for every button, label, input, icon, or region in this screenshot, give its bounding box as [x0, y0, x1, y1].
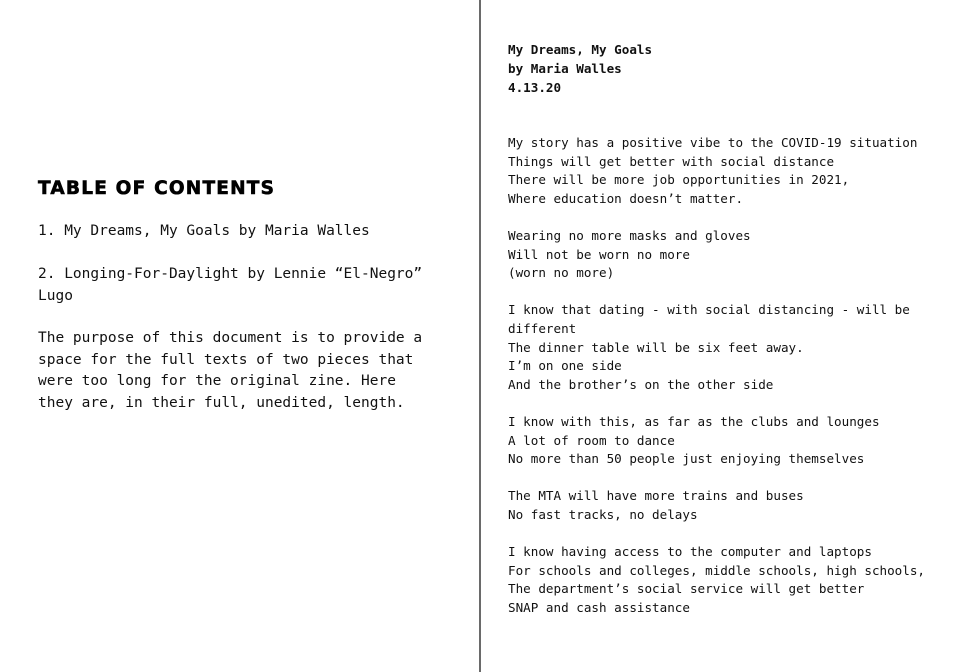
poem-line: The department’s social service will get better — [508, 581, 865, 597]
piece-date: 4.13.20 — [508, 80, 562, 95]
stanza-3 — [508, 301, 948, 394]
poem-line: No fast tracks, no delays — [508, 506, 698, 522]
poem-line: For schools and colleges, middle schools, high schools, — [508, 562, 926, 578]
stanza-5 — [508, 487, 948, 524]
poem-line: No more than 50 people just enjoying themselves — [508, 451, 865, 467]
poem-body — [508, 134, 948, 636]
poem-line: I know with this, as far as the clubs and lounges — [508, 413, 880, 429]
purpose-paragraph: The purpose of this document is to provide a space for the full texts of two pieces that were too long for the original zine. Here they are, in their full, unedited, length. — [38, 330, 423, 411]
toc-entry-2: 2. Longing-For-Daylight by Lennie “El-Negro” Lugo — [38, 266, 423, 304]
toc-heading: TABLE OF CONTENTS — [38, 178, 276, 199]
poem-line: (worn no more) — [508, 265, 615, 281]
piece-header — [508, 40, 652, 97]
poem-line: Will not be worn no more — [508, 246, 690, 262]
right-page — [481, 0, 960, 672]
poem-line: There will be more job opportunities in 2021, — [508, 172, 850, 188]
poem-line: I know having access to the computer and laptops — [508, 544, 872, 560]
poem-line: I’m on one side — [508, 358, 622, 374]
poem-line: The MTA will have more trains and buses — [508, 488, 804, 504]
poem-line: SNAP and cash assistance — [508, 599, 690, 615]
poem-line: And the brother’s on the other side — [508, 376, 774, 392]
piece-byline: by Maria Walles — [508, 61, 622, 76]
stanza-1 — [508, 134, 948, 208]
piece-title: My Dreams, My Goals — [508, 42, 653, 57]
toc-list — [38, 221, 438, 329]
stanza-6 — [508, 543, 948, 617]
toc-entry-1: 1. My Dreams, My Goals by Maria Walles — [38, 223, 370, 239]
poem-line: I know that dating - with social distancing - will be different — [508, 302, 910, 336]
poem-line: My story has a positive vibe to the COVID-19 situation — [508, 135, 918, 150]
stanza-4 — [508, 413, 948, 469]
stanza-2 — [508, 227, 948, 283]
poem-line: A lot of room to dance — [508, 432, 675, 448]
poem-line: Wearing no more masks and gloves — [508, 227, 751, 243]
poem-line: Things will get better with social distance — [508, 153, 835, 169]
poem-line: The dinner table will be six feet away. — [508, 339, 804, 355]
poem-line: Where education doesn’t matter. — [508, 190, 744, 206]
